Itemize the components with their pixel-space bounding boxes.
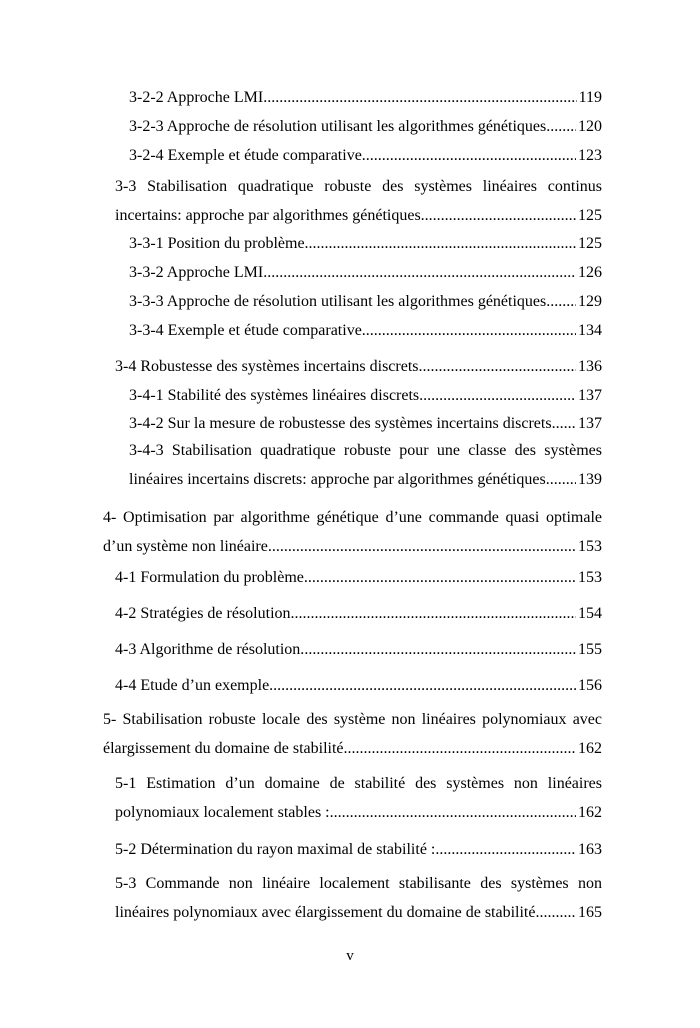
- toc-entry-3-3-4[interactable]: [129, 317, 602, 346]
- toc-entry-title-line1: 3-3 Stabilisation quadratique robuste des systèmes linéaires continus: [115, 178, 602, 195]
- toc-entry-title: 4-4 Etude d’un exemple: [115, 677, 270, 694]
- toc-entry-3-4[interactable]: [115, 353, 602, 382]
- toc-entry-title: 3-3-2 Approche LMI: [129, 264, 264, 281]
- toc-entry-title-line2: d’un système non linéaire.: [103, 537, 272, 555]
- toc-entry-page: 162: [578, 739, 602, 757]
- toc-entry-3-3-1[interactable]: [129, 230, 602, 259]
- toc-entry-page: 155: [578, 641, 602, 658]
- toc-entry-3-3[interactable]: [115, 173, 602, 230]
- toc-entry-3-4-3[interactable]: [129, 437, 602, 494]
- toc-entry-page: 153: [578, 569, 602, 586]
- toc-entry-page: 125: [578, 206, 602, 224]
- toc-entry-title-line2: incertains: approche par algorithmes génétiques.: [115, 206, 425, 224]
- toc-entry-page: 120: [578, 118, 602, 135]
- toc-entry-4[interactable]: [103, 504, 602, 561]
- toc-entry-5[interactable]: [103, 706, 602, 763]
- toc-entry-3-4-2[interactable]: [129, 410, 602, 439]
- toc-entry-title-line1: 5-1 Estimation d’un domaine de stabilité des systèmes non linéaires: [115, 775, 602, 792]
- toc-entry-title: 4-2 Stratégies de résolution.: [115, 605, 295, 622]
- toc-entry-page: 154: [578, 605, 602, 622]
- toc-entry-3-3-3[interactable]: [129, 288, 602, 317]
- toc-entry-page: 134: [578, 322, 602, 339]
- toc-entry-page: 153: [578, 537, 602, 555]
- toc-entry-page: 126: [578, 264, 602, 281]
- toc-entry-title-line2: élargissement du domaine de stabilité.: [103, 739, 348, 757]
- toc-entry-page: 136: [578, 358, 602, 375]
- toc-entry-title: 3-4-2 Sur la mesure de robustesse des systèmes incertains discrets: [129, 415, 552, 432]
- toc-entry-5-1[interactable]: [115, 770, 602, 827]
- toc-entry-5-3[interactable]: [115, 870, 602, 927]
- toc-entry-4-3[interactable]: [115, 636, 602, 665]
- toc-entry-title: 3-4 Robustesse des systèmes incertains discrets: [115, 358, 419, 375]
- toc-entry-title: 3-4-1 Stabilité des systèmes linéaires discrets: [129, 387, 420, 404]
- toc-entry-title-line1: 3-4-3 Stabilisation quadratique robuste pour une classe des systèmes: [129, 442, 602, 459]
- toc-entry-title: 4-1 Formulation du problème.: [115, 569, 308, 586]
- toc-entry-title-line1: 5- Stabilisation robuste locale des système non linéaires polynomiaux avec: [103, 711, 602, 728]
- toc-entry-5-2[interactable]: [115, 836, 602, 865]
- toc-entry-page: 163: [578, 841, 602, 858]
- toc-entry-4-2[interactable]: [115, 600, 602, 629]
- toc-entry-page: 125: [578, 235, 602, 252]
- toc-entry-title: 3-3-3 Approche de résolution utilisant les algorithmes génétiques.: [129, 293, 551, 310]
- toc-entry-title-line2: polynomiaux localement stables :: [115, 803, 330, 821]
- page-number: v: [346, 948, 354, 964]
- toc-entry-3-3-2[interactable]: [129, 259, 602, 288]
- toc-entry-title: 4-3 Algorithme de résolution.: [115, 641, 305, 658]
- toc-entry-page: 156: [578, 677, 602, 694]
- toc-entry-3-4-1[interactable]: [129, 382, 602, 411]
- toc-entry-title: 3-2-2 Approche LMI: [129, 89, 264, 106]
- toc-entry-title: 5-2 Détermination du rayon maximal de stabilité :: [115, 841, 436, 858]
- toc-entry-title-line2: linéaires polynomiaux avec élargissement du domaine de stabilité: [115, 903, 536, 921]
- toc-entry-page: 137: [578, 387, 602, 404]
- toc-entry-4-4[interactable]: [115, 672, 602, 701]
- toc-entry-3-2-3[interactable]: [129, 113, 602, 142]
- toc-entry-title: 3-2-4 Exemple et étude comparative.: [129, 147, 366, 164]
- toc-entry-page: 165: [578, 903, 602, 921]
- toc-entry-4-1[interactable]: [115, 564, 602, 593]
- toc-entry-page: 123: [578, 147, 602, 164]
- toc-entry-title: 3-3-1 Position du problème: [129, 235, 305, 252]
- toc-entry-title-line1: 4- Optimisation par algorithme génétique d’une commande quasi optimale: [103, 509, 602, 526]
- toc-entry-page: 139: [578, 470, 602, 488]
- toc-entry-page: 129: [578, 293, 602, 310]
- toc-entry-title: 3-3-4 Exemple et étude comparative.: [129, 322, 366, 339]
- toc-entry-page: 119: [578, 89, 602, 106]
- toc-entry-title-line2: linéaires incertains discrets: approche par algorithmes génétiques.: [129, 470, 550, 488]
- toc-entry-title: 3-2-3 Approche de résolution utilisant les algorithmes génétiques.: [129, 118, 551, 135]
- toc-entry-title-line1: 5-3 Commande non linéaire localement stabilisante des systèmes non: [115, 875, 602, 892]
- toc-entry-page: 137: [578, 415, 602, 432]
- toc-entry-page: 162: [578, 803, 602, 821]
- toc-entry-3-2-2[interactable]: [129, 84, 602, 113]
- toc-entry-3-2-4[interactable]: [129, 142, 602, 171]
